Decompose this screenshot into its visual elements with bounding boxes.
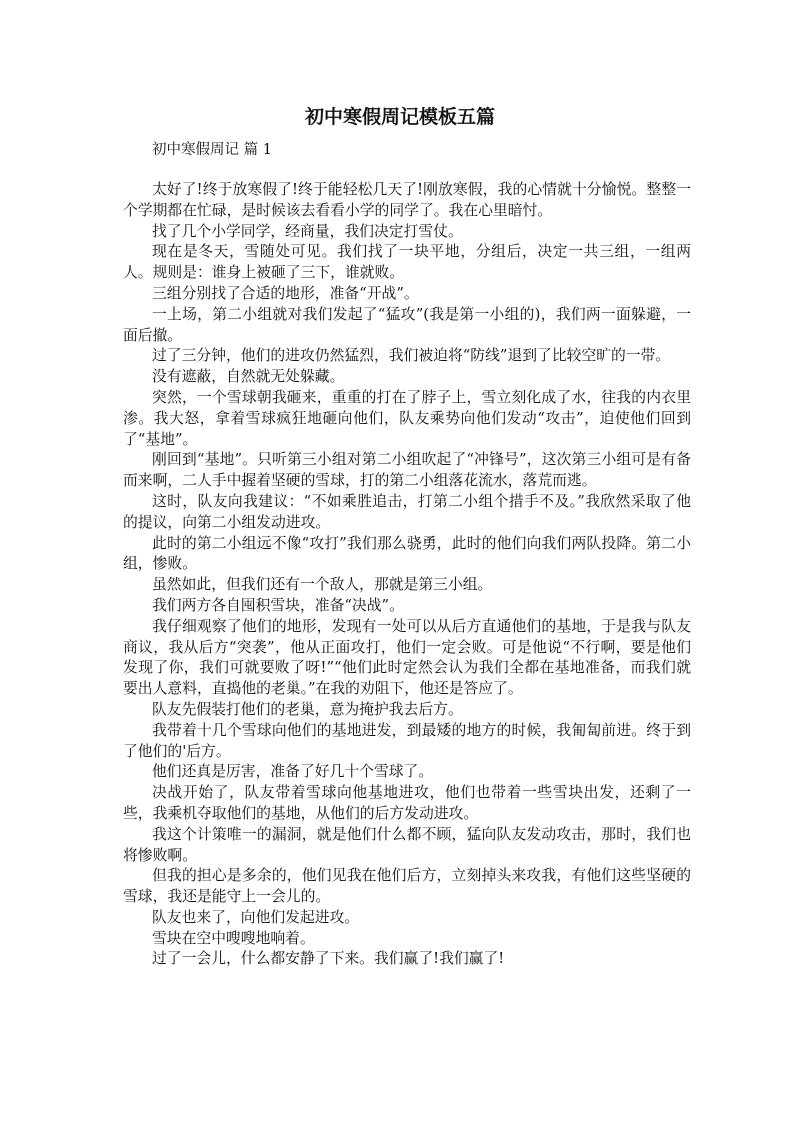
- body-paragraph: 太好了!终于放寒假了!终于能轻松几天了!刚放寒假，我的心情就十分愉悦。整整一个学期都在忙碌，是时候该去看看小学的同学了。我在心里暗忖。: [123, 181, 691, 219]
- body-paragraph: 雪块在空中嗖嗖地响着。: [152, 929, 315, 947]
- body-paragraph: 没有遮蔽，自然就无处躲藏。: [152, 368, 345, 386]
- body-paragraph: 此时的第二小组远不像“攻打”我们那么骁勇，此时的他们向我们两队投降。第二小组，惨败。: [123, 534, 691, 573]
- document-title: 初中寒假周记模板五篇: [304, 106, 495, 128]
- body-paragraph: 过了一会儿，什么都安静了下来。我们赢了!我们赢了!: [152, 950, 505, 968]
- body-paragraph: 一上场，第二小组就对我们发起了“猛攻”(我是第一小组的)，我们两一面躲避，一面后撤。: [123, 305, 691, 344]
- body-paragraph: 三组分别找了合适的地形，准备“开战”。: [152, 284, 419, 302]
- document-body: [123, 180, 691, 970]
- body-paragraph: 队友先假装打他们的老巢，意为掩护我去后方。: [152, 700, 463, 718]
- body-paragraph: 决战开始了，队友带着雪球向他基地进攻，他们也带着一些雪块出发，还剩了一些，我乘机夺取他们的基地，从他们的后方发动进攻。: [123, 784, 691, 822]
- body-paragraph: 过了三分钟，他们的进攻仍然猛烈，我们被迫将“防线”退到了比较空旷的一带。: [152, 347, 671, 365]
- body-paragraph: 找了几个小学同学，经商量，我们决定打雪仗。: [152, 222, 463, 240]
- body-paragraph: 他们还真是厉害，准备了好几十个雪球了。: [152, 763, 434, 781]
- body-paragraph: 刚回到“基地”。只听第三小组对第二小组吹起了“冲锋号”，这次第三小组可是有备而来啊，二人手中握着坚硬的雪球，打的第二小组落花流水，落荒而逃。: [123, 451, 691, 490]
- document-subtitle: 初中寒假周记 篇 1: [152, 142, 272, 158]
- body-paragraph: 我带着十几个雪球向他们的基地进发，到最矮的地方的时候，我匍匐前进。终于到了他们的'后方。: [123, 721, 691, 760]
- body-paragraph: 现在是冬天，雪随处可见。我们找了一块平地，分组后，决定一共三组，一组两人。规则是：谁身上被砸了三下，谁就败。: [123, 243, 691, 282]
- body-paragraph: 我这个计策唯一的漏洞，就是他们什么都不顾，猛向队友发动攻击，那时，我们也将惨败啊。: [123, 825, 691, 864]
- body-paragraph: 但我的担心是多余的，他们见我在他们后方，立刻掉头来攻我，有他们这些坚硬的雪球，我还是能守上一会儿的。: [123, 867, 691, 906]
- body-paragraph: 队友也来了，向他们发起进攻。: [152, 908, 360, 926]
- body-paragraph: 我们两方各自囤积雪块，准备“决战”。: [152, 596, 404, 614]
- body-paragraph: 突然，一个雪球朝我砸来，重重的打在了脖子上，雪立刻化成了水，往我的内衣里渗。我大怒，拿着雪球疯狂地砸向他们，队友乘势向他们发动“攻击”，迫使他们回到了“基地”。: [123, 388, 691, 448]
- body-paragraph: 这时，队友向我建议：“不如乘胜追击，打第二小组个措手不及。”我欣然采取了他的提议，向第二小组发动进攻。: [123, 492, 691, 531]
- body-paragraph: 虽然如此，但我们还有一个敌人，那就是第三小组。: [152, 576, 493, 594]
- body-paragraph: 我仔细观察了他们的地形，发现有一处可以从后方直通他们的基地，于是我与队友商议，我从后方“突袭”，他从正面攻打，他们一定会败。可是他说“不行啊，要是他们发现了你，我们可就要败了呀!”“他们此时定然会认为我们全都在基地准备，而我们就要出人意料，直捣他的老巢。”在我的劝阻下，他还是答应了。: [123, 617, 691, 698]
